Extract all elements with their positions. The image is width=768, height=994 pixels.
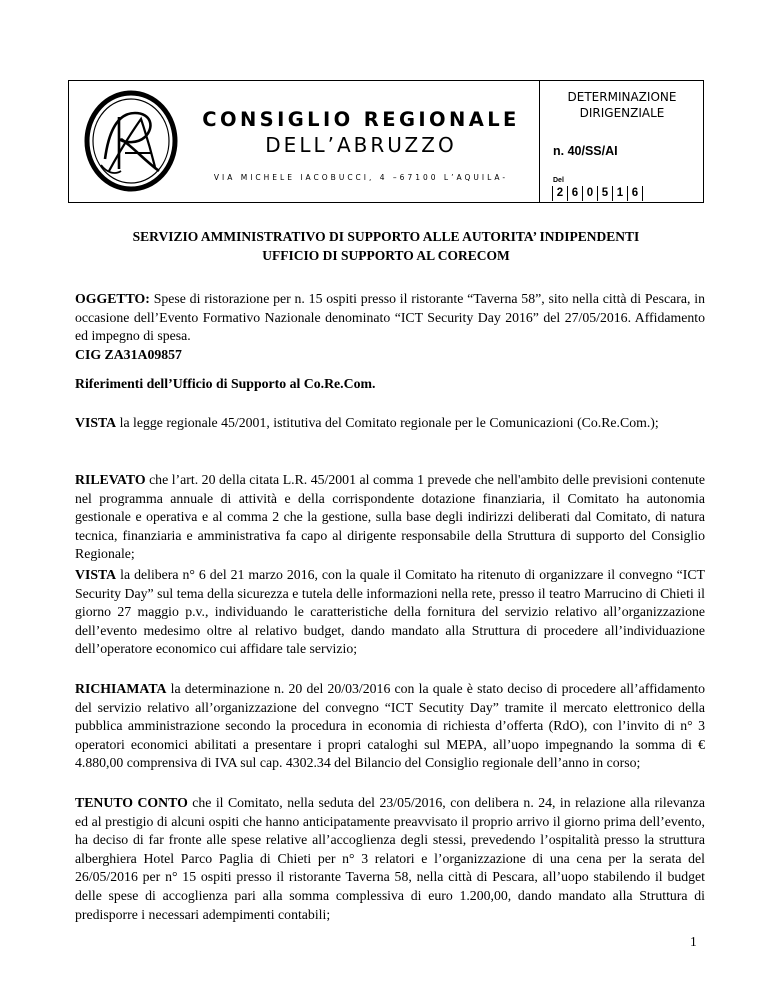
paragraph-text: la delibera n° 6 del 21 marzo 2016, con la quale il Comitato ha ritenuto di organizzare il convegno “ICT Security Day” sul tema della sicurezza e tutela delle informazioni nella rete, presso il teatro Marrucino di Chieti il giorno 27 maggio p.v., individuando le caratteristiche della fornitura del servizio relativo all’organizzazione dell’evento medesimo oltre al relativo budget, dando mandato alla Struttura di procedere all’individuazione dell’operatore economico cui affidare tale servizio; — [75, 567, 705, 657]
paragraph-tenuto-conto — [75, 794, 705, 924]
date-digit: 6 — [567, 186, 582, 201]
council-seal-logo — [79, 89, 183, 193]
paragraph-vista-2 — [75, 566, 705, 659]
council-address: VIA MICHELE IACOBUCCI, 4 –67100 L’AQUILA- — [213, 173, 509, 182]
document-type-line1: DETERMINAZIONE — [567, 90, 677, 104]
date-digits — [552, 186, 643, 201]
page-number: 1 — [690, 934, 697, 949]
subject-text: Spese di ristorazione per n. 15 ospiti presso il ristorante “Taverna 58”, sito nella città di Pescara, in occasione dell’Evento Formativo Nazionale denominato “ICT Security Day 2016” del 27/05/2016. Affidamento ed impegno di spesa. — [75, 291, 705, 344]
paragraph-keyword: VISTA — [75, 567, 117, 582]
paragraph-text: che il Comitato, nella seduta del 23/05/2016, con delibera n. 24, in relazione alla rilevanza ed al prestigio di alcuni ospiti che hanno anticipatamente preavvisato il proprio arrivo il giorno prima dell’evento, ha deciso di far fronte alle spese relative all’accoglienza degli stessi, prevedendo l’ospitalità presso la struttura alberghiera Hotel Parco Paglia di Chieti per n° 3 relatori e l’organizzazione di una cena per la serata del 26/05/2016 per n° 15 ospiti presso il ristorante Taverna 58, nella città di Pescara, all’uopo stabilendo il budget delle spese di accoglienza pari alla somma complessiva di euro 1.200,00, dando mandato alla Struttura di predisporre i necessari adempimenti contabili; — [75, 795, 705, 922]
service-heading-line2: UFFICIO DI SUPPORTO AL CORECOM — [262, 248, 510, 263]
date-digit: 0 — [582, 186, 597, 201]
paragraph-keyword: RICHIAMATA — [75, 681, 167, 696]
service-heading-line1: SERVIZIO AMMINISTRATIVO DI SUPPORTO ALLE AUTORITA’ INDIPENDENTI — [132, 229, 640, 244]
paragraph-keyword: VISTA — [75, 415, 117, 430]
date-label: Del — [553, 177, 564, 184]
council-name: CONSIGLIO REGIONALE — [202, 108, 520, 131]
date-digit: 6 — [627, 186, 642, 201]
subject-paragraph — [75, 290, 705, 364]
paragraph-richiamata — [75, 680, 705, 773]
paragraph-keyword: TENUTO CONTO — [75, 795, 188, 810]
date-digit: 2 — [556, 187, 564, 199]
document-number: n. 40/SS/AI — [553, 144, 618, 158]
references-heading: Riferimenti dell’Ufficio di Supporto al Co.Re.Com. — [75, 376, 376, 391]
service-heading — [68, 227, 704, 265]
paragraph-text: la determinazione n. 20 del 20/03/2016 con la quale è stato deciso di procedere all’affidamento del servizio relativo all’organizzazione del convegno “ICT Secutity Day” tramite il mercato elettronico della pubblica amministrazione secondo la procedura in economia di richiesta d’offerta (RdO), con l’invito di n° 3 operatori economici abilitati a presentare i propri cataloghi sul MEPA, all’uopo impegnando la somma di € 4.880,00 comprensiva di IVA sul cap. 4302.34 del Bilancio del Consiglio regionale dell’anno in corso; — [75, 681, 705, 771]
paragraph-vista-1 — [75, 414, 705, 433]
document-type-line2: DIRIGENZIALE — [579, 106, 665, 120]
paragraph-text: che l’art. 20 della citata L.R. 45/2001 al comma 1 prevede che nell'ambito delle previsioni contenute nel programma annuale di attività e della corrispondente dotazione finanziaria, il Comitato ha autonomia gestionale e operativa e al comma 2 che la gestione, sulla base degli indirizzi deliberati dal Comitato, di natura tecnica, finanziaria e amministrativa fa capo al dirigente responsabile della Struttura di supporto del Consiglio Regionale; — [75, 472, 705, 562]
document-type — [539, 89, 705, 121]
cig-code: CIG ZA31A09857 — [75, 346, 182, 362]
date-digit: 1 — [612, 186, 627, 201]
paragraph-keyword: RILEVATO — [75, 472, 146, 487]
subject-label: OGGETTO: — [75, 291, 150, 306]
date-digit: 5 — [597, 186, 612, 201]
letterhead-box — [68, 80, 704, 203]
paragraph-rilevato — [75, 471, 705, 564]
council-subtitle: DELL’ABRUZZO — [265, 133, 457, 157]
paragraph-text: la legge regionale 45/2001, istitutiva del Comitato regionale per le Comunicazioni (Co.Re.Com.); — [116, 415, 659, 430]
